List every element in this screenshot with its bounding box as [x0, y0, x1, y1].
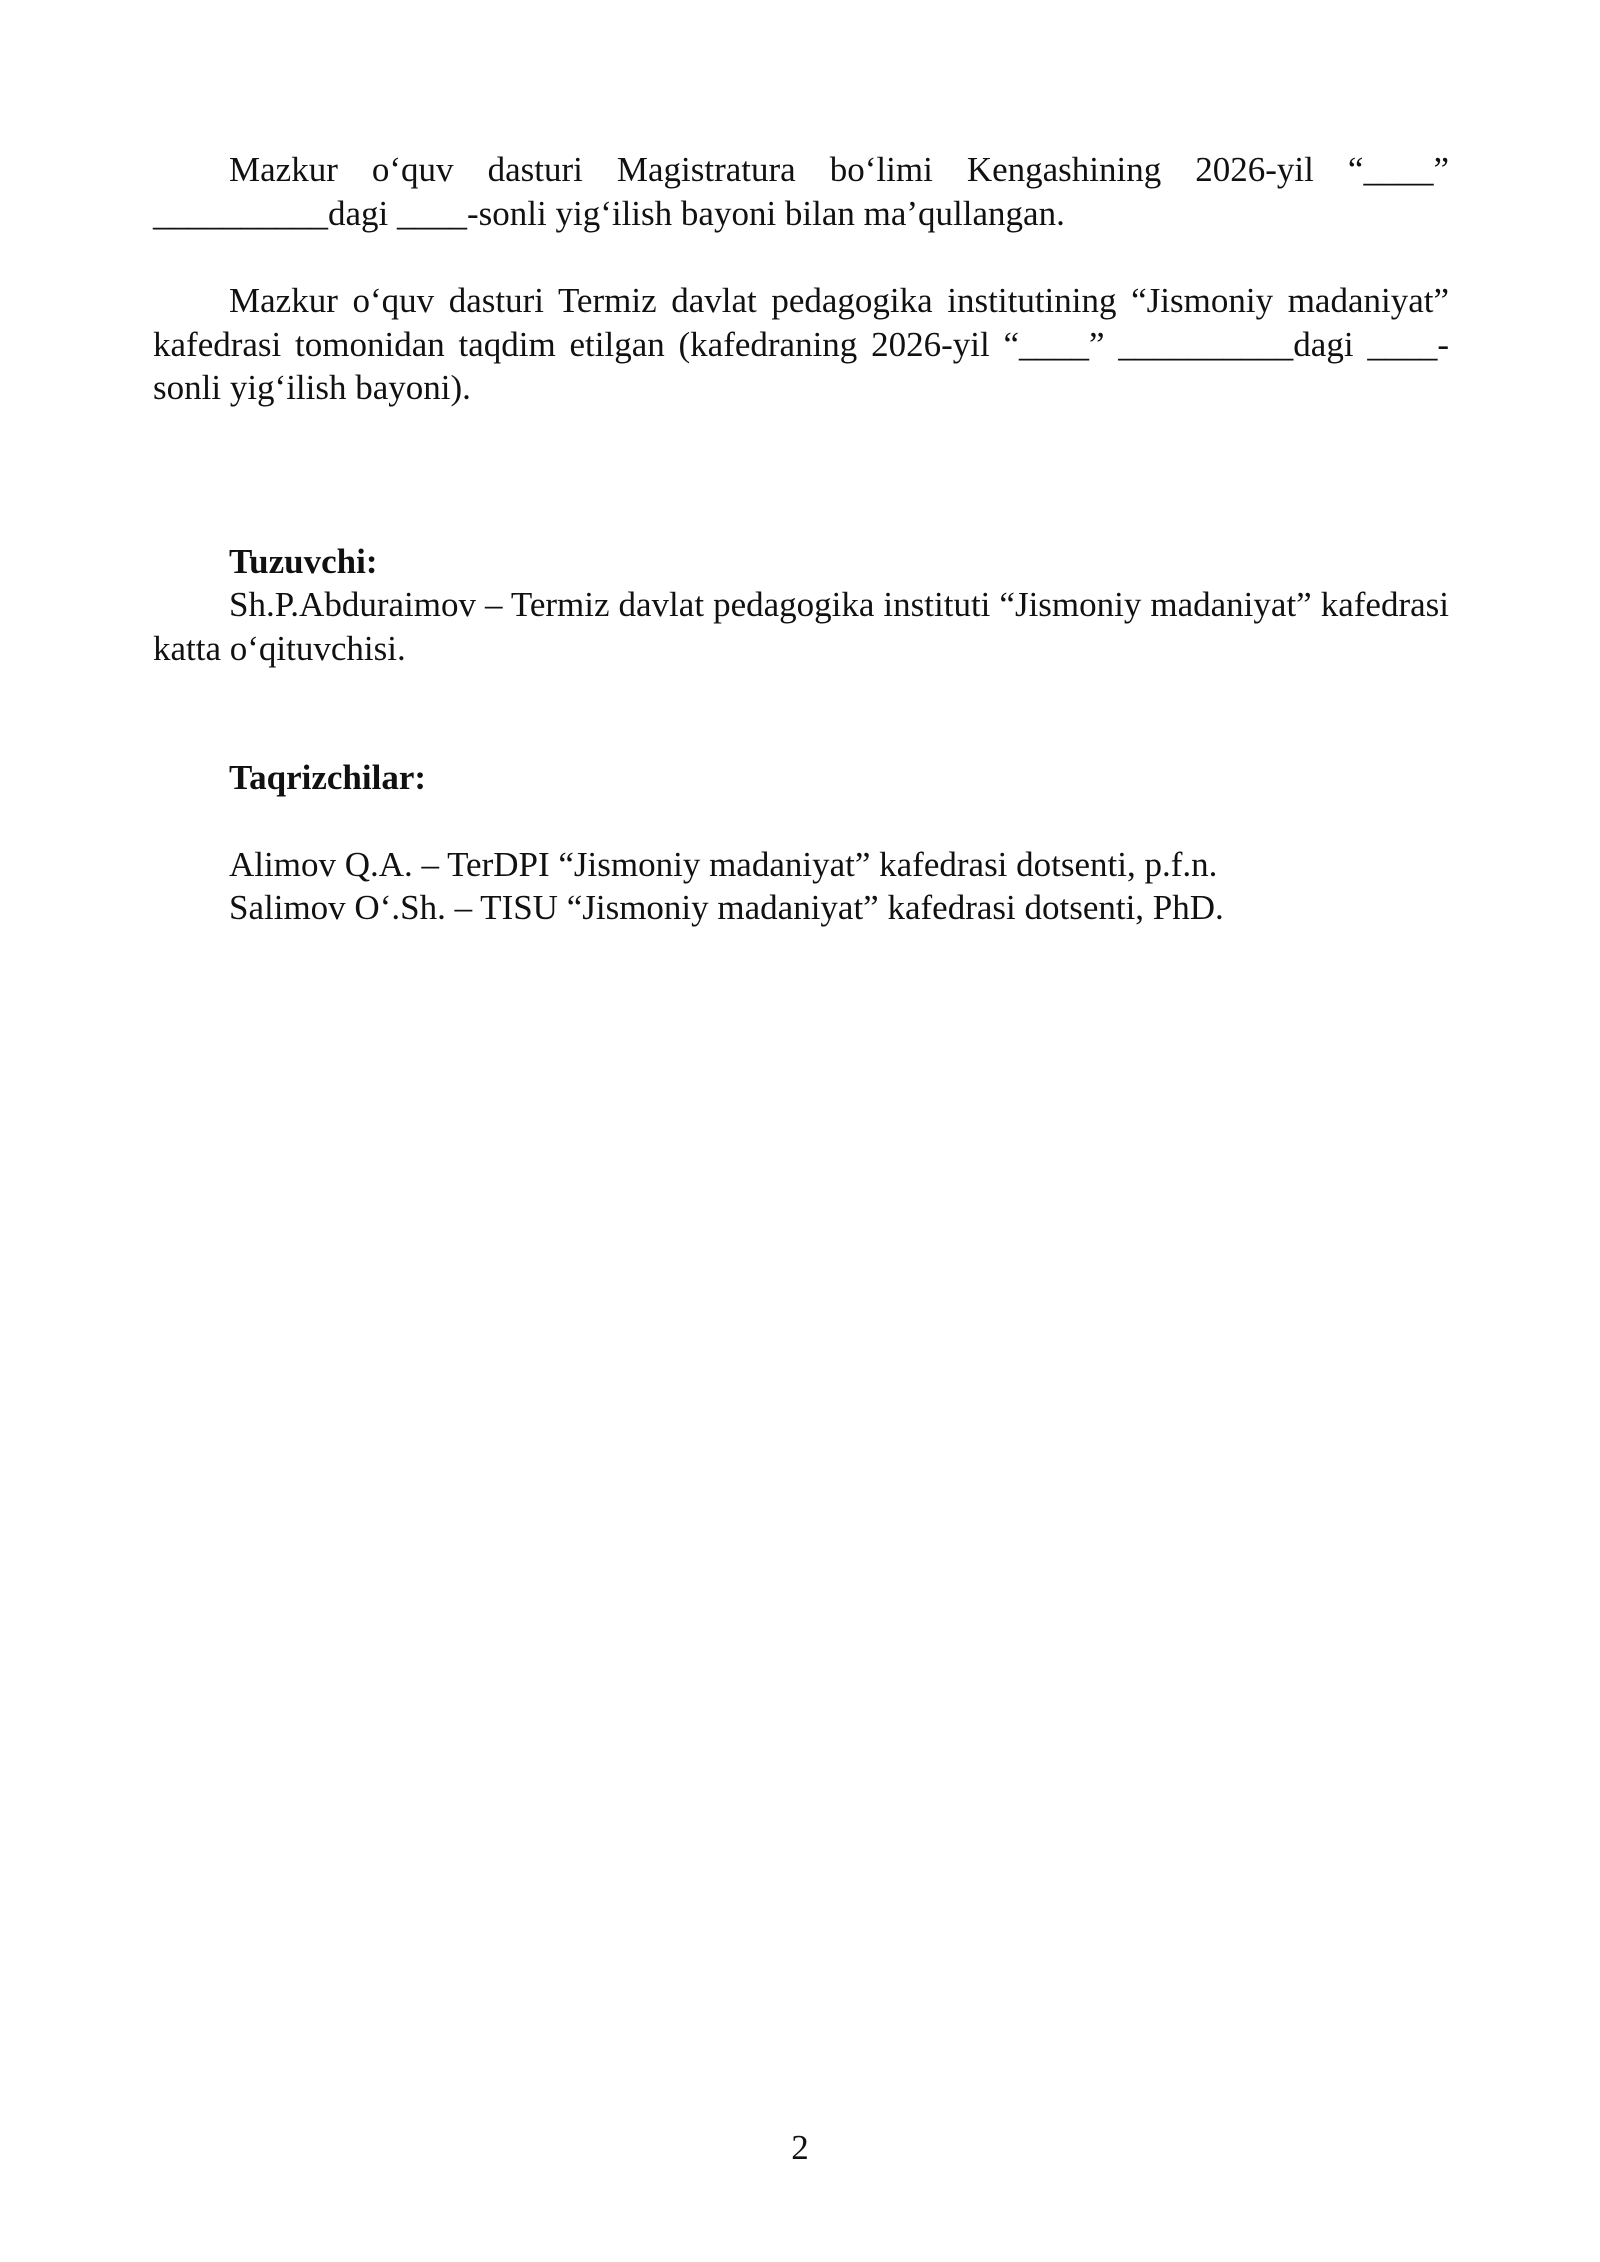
spacer	[153, 235, 1449, 279]
reviewer-item: Salimov O‘.Sh. – TISU “Jismoniy madaniyat” kafedrasi dotsenti, PhD.	[229, 888, 1224, 927]
reviewer-item: Alimov Q.A. – TerDPI “Jismoniy madaniyat” kafedrasi dotsenti, p.f.n.	[229, 844, 1218, 884]
spacer	[153, 670, 1449, 756]
spacer	[153, 800, 1449, 843]
approval-paragraph-council: Mazkur o‘quv dasturi Magistratura bo‘limi Kengashining 2026-yil “____” __________dagi ____-sonli yig‘ilish bayoni bilan ma’qullangan.	[153, 150, 1449, 233]
spacer	[153, 410, 1449, 540]
reviewers-heading: Taqrizchilar:	[229, 758, 427, 797]
author-text: Sh.P.Abduraimov – Termiz davlat pedagogika instituti “Jismoniy madaniyat” kafedrasi katta o‘qituvchisi.	[153, 585, 1449, 668]
approval-paragraph-department: Mazkur o‘quv dasturi Termiz davlat pedagogika institutining “Jismoniy madaniyat” kafedrasi tomonidan taqdim etilgan (kafedraning 2026-yil “____” __________dagi ____-sonli yig‘ilish bayoni).	[153, 281, 1449, 407]
page-content	[153, 148, 1449, 930]
author-heading: Tuzuvchi:	[229, 541, 378, 581]
page-number: 2	[791, 2128, 809, 2167]
